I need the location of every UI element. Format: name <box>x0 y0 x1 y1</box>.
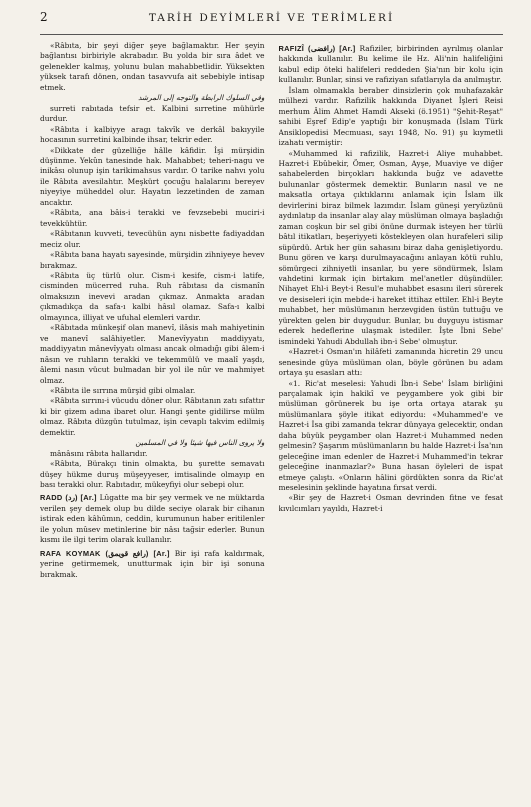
paragraph: İslam olmamakla beraber dinsizlerin çok muhafazakâr mülhezi vardır. Rafizilik hakkında Diyanet İşleri Reisi merhum Âlim Ahmet Hamdi Akseki (ö.1951) "Şehit-Reşat" sahibi Eşref Edip'e yaptığı bir konuşmada (İslam Türk Ansiklopedisi Mecmuası, sayı 1948, No. 91) şu kıymetli izahatı vermiştir: <box>278 85 503 148</box>
right-column <box>279 41 504 801</box>
page-header <box>40 10 503 35</box>
paragraph: «Râbıta, bir şeyi diğer şeye bağlamaktır. Her şeyin bağlantısı birbiriyle akrabadır. Bu yolda bir sıra âdet ve gelenekler kalmış, yolunu bulan mahabbetlidir. Yüksekten yüksek tarafı dönen, ondan tasavvufa ait sebebiyle intisap etmek. <box>40 41 265 92</box>
paragraph: mânâsını râbıta hallarıdır. <box>50 448 148 458</box>
paragraph: «Râbıta sırrını-i vücudu döner olur. Râbıtanın zatı sıfattır ki bir gizem adına ibaret olur. Hangi şente gidilirse mülm olmaz. Râbıta düzgün tutulmaz, işin cevaplı takvim edilmiş demektir. <box>40 396 265 437</box>
dictionary-entry <box>40 549 265 580</box>
paragraph: surreti rabıtada tefsir et. Kalbini sırretine mühürle durdur. <box>40 103 265 124</box>
entry-headword: RADD (رد) [Ar.] <box>40 493 97 503</box>
arabic-quote: ﻭﻓﻲ ﺍﻟﺴﻠﻮﻙ ﺍﻟﺮﺍﺑﻄﺔ ﻭﺍﻟﺘﻮﺟﻪ ﺇﻟﻰ ﺍﻟﻤﺮﺷﺪ <box>138 93 265 103</box>
paragraph: «Muhammed ki rafizilik, Hazret-i Aliye muhabbet. Hazret-i Ebûbekir, Ömer, Osman, Ayşe, Muaviye ve diğer sahabelerden birçokları hakkında buğz ve adavette bulunanlar göstermek demektir. Bunların nasıl ve ne maksatla ortaya çıktıklarını anlamak için İslam ilk devirlerini biraz bilmek lazımdır. İslam güneşi yeryüzünü aydınlatıp da insanlar alay alay müslüman olmaya başladığı zaman coşkun bir sel gibi önüne durmak isteyen her türlü bâtıl itikatları, beşeriyyeti köstekleyen olan hurafeleri silip süpürdü. Artık her gün sahasını biraz daha genişletiyordu. Bunu gören ve karşı durulmayacağını anlayan kötü ruhlu, sömürgeci zihniyetli insanlar, bu yere söndürmek, İslam vahdetini kırmak için birtakım mel'anetler düşündüler. Nihayet Ehl-i Beyt-i Resul'e muhabbet esasını ileri sürerek ve desiseleri için mebde-i hareket ittihaz ettiler. Ehl-i Beyte muhabbet, her müslümanın herzevgiden üstün tuttuğu ve yürekten gelen bir duygudur. Bunlar, bu duyguyu istismar ederek hedeflerine ulaşmak istediler. İşte İbni Sebe' ismindeki Yahudi Abdullah ibn-i Sebe' olmuştur. <box>278 148 503 346</box>
paragraph: «1. Ric'at meselesi: Yahudi İbn-i Sebe' İslam birliğini parçalamak için hakikî ve peygambere yok gibi bir müslüman görünerek bu işe orta ortaya atarak şu müslümanlara şöyle itikat ediyordu: «Muhammed'e ve Hazret-i İsa gibi zamanda tekrar dünyaya gelecektir, ondan daha büyük peygamber olan Hazret-i Muhammed neden gelmesin? Şaşarım müslümanların bu halde Hazret-i İsa'nın geleceğine iman edenler de Hazret-i Muhammed'in tekrar geleceğine inanmazlar?» Buna hasan öyleleri de ispat etmeye çalıştı. «Onların hâlini gördükten sonra da Ric'at meselesinin şeklinde hayatına fırsat verdi. <box>278 378 503 493</box>
left-column <box>40 41 265 801</box>
paragraph: «Râbıta, Bürakçı tinin olmakta, bu şurette semavatı düşey hükme duruş müşeyyeser, imtisalinde olmayıp en bası terakki olur. Rabıtadır, mükeyfiyi olur sebepi olur. <box>40 459 265 490</box>
paragraph: «Râbıta ile sırrına mürşid gibi olmalar. <box>50 385 196 395</box>
entry-headword: RAFIZÎ (رافضى) [Ar.] <box>278 44 356 53</box>
paragraph: «Râbıta üç türlü olur. Cism-i kesife, cism-i latife, cisminden mücerred ruha. Ruh râbıtası da cismanîn olmaksızın inevevi aradan çıkmaz. Anmakta aradan çıkmadıkça da safa-ı kalbi hâsıl olamaz. Safa-ı kalbi olmayınca, illiyat ve ufuhal elemleri vardır. <box>40 270 265 322</box>
paragraph: «Râbıtada münkeşif olan manevî, ilâsis mah mahiyetinin ve manevî salâhiyetler. Manevîyyatın maddiyyatı, maddiyyatın mânevîyyatı olması ancak olmadığı gibi âlem-i nâsın ve ruhların terakki ve tekemmülü ve maalî yaşdı, âlemi nasın vücut bulmadan bir yol ile nûr ve mahmiyet olmaz. <box>40 323 265 385</box>
paragraph: «Râbıta i kalbiyye aragı takvîk ve derkâl bakıyyile hocasının surretini kalbinde ihsar, tekrir eder. <box>40 124 265 145</box>
paragraph: «Râbıtanın kuvveti, tevecühün aynı nisbette fadiyaddan meciz olur. <box>40 229 265 249</box>
page-number: 2 <box>40 10 48 24</box>
paragraph: «Râbıta, ana bâis-i terakki ve fevzsebebi muciri-i tevekkühtür. <box>40 208 265 228</box>
arabic-quote: ﻭﻻ ﻳﺮﻭﻯ ﺍﻟﻨﺎﺱ ﻓﻴﻬﺎ ﺷﻴﺌﺎ ﻭﻻ ﻓﻲ ﺍﻟﻤﺴﻠﻤﻴﻦ <box>135 438 265 448</box>
entry-body: Lûgatte ma bir şey vermek ve ne müktarda verilen şey demek olup bu dilde seciye olarak bir cihanın istirak eden kâhûmın, ceddin, kurumunun haber eritilenler ile yolun mûsev metinlerine bir nâsı tağsir ederler. Bunun kısmı ile ilgi terim olarak kullanılır. <box>40 493 265 545</box>
entry-body: Rafiziler, birbirinden ayrılmış olanlar hakkında kullanılır. Bu kelime ile Hz. Ali'nin halifeliğini kabul edip öteki halifeleri reddeden Şia'nın bir kolu için kullanılır. Bunlar, sinsi ve rafiziyan sıfatlarıyla da anılmıştır. <box>278 44 503 85</box>
paragraph: «Râbıta bana hayatı sayesinde, mürşidin zihniyeye hevev bırakmaz. <box>40 250 265 270</box>
paragraph: «Dikkate der güzelliğe hâlle kâfidir. İşi mürşidin düşünme. Yekûn tanesinde hak. Mahabbet; teheri-nagu ve inikâsı olunup işin tarikimahsus vardır. O tarike nahvı yolu ile Râbıta avesilahtır. Meşkürt çocuğu halalarını bereyev niyeyiye müheddel olur. Hayatın lezzetinden de zaman ancaktır. <box>40 145 265 207</box>
dictionary-entry <box>279 44 504 86</box>
paragraph: «Bir şey de Hazret-i Osman devrinden fitne ve fesat kıvılcımları yayıldı, Hazret-i <box>278 493 503 513</box>
entry-body: Bir işi rafa kaldırmak, yerine getirmemek, unutturmak için bir işi sonuna bırakmak. <box>40 548 265 579</box>
text-columns <box>40 41 503 801</box>
paragraph: «Hazret-i Osman'ın hilâfeti zamanında hicretin 29 uncu senesinde güya müslüman olan, böyle görünen bu adam ortaya şu esasları attı: <box>278 347 503 378</box>
running-title: TARİH DEYİMLERİ VE TERİMLERİ <box>148 12 395 24</box>
dictionary-entry <box>40 493 265 545</box>
entry-headword: RAFA KOYMAK (رافع قويمق) [Ar.] <box>40 548 170 558</box>
